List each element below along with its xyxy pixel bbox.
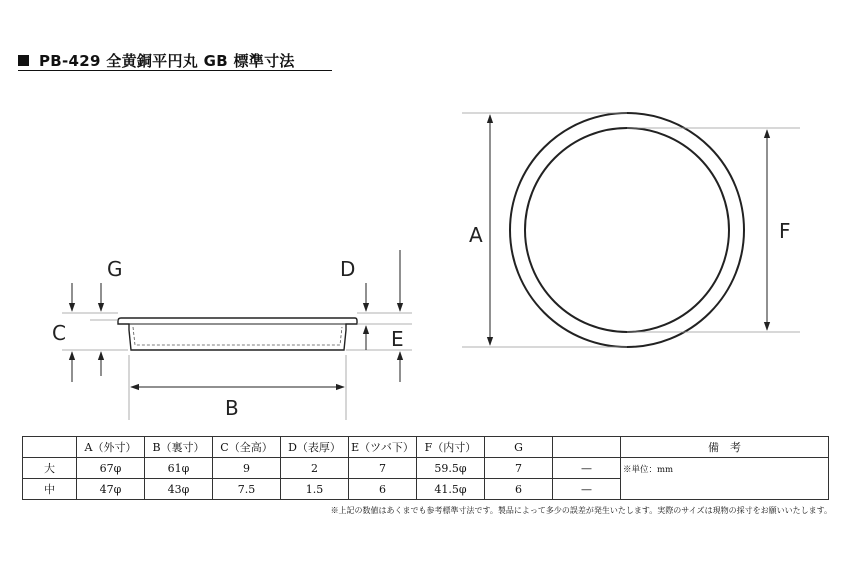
cell-c: 9 [213, 458, 281, 479]
remarks-note: ※単位：mm [621, 458, 829, 500]
header-cell: F（内寸） [417, 437, 485, 458]
header-cell: B（裏寸） [145, 437, 213, 458]
inner-ring [525, 128, 729, 332]
header-cell: D（表厚） [281, 437, 349, 458]
cell-f: 41.5φ [417, 479, 485, 500]
cell-a: 47φ [77, 479, 145, 500]
header-cell: G [485, 437, 553, 458]
top-view-extension-lines [462, 113, 800, 347]
cell-d: 2 [281, 458, 349, 479]
label-g: G [107, 257, 123, 281]
cell-d: 1.5 [281, 479, 349, 500]
row-label: 大 [23, 458, 77, 479]
top-view [510, 113, 744, 347]
cell-g: 6 [485, 479, 553, 500]
header-cell [23, 437, 77, 458]
plate-inner-dashed [133, 327, 342, 345]
label-f: F [779, 219, 791, 243]
spec-table [22, 436, 829, 500]
cell-b: 61φ [145, 458, 213, 479]
cell-extra: — [553, 479, 621, 500]
cell-extra: — [553, 458, 621, 479]
label-c: C [52, 321, 66, 345]
header-cell-remarks: 備 考 [621, 437, 829, 458]
label-a: A [469, 223, 483, 247]
label-e: E [391, 327, 404, 351]
outer-ring [510, 113, 744, 347]
header-cell: C（全高） [213, 437, 281, 458]
cell-e: 6 [349, 479, 417, 500]
cell-f: 59.5φ [417, 458, 485, 479]
label-d: D [340, 257, 356, 281]
table-row [23, 458, 829, 479]
cell-c: 7.5 [213, 479, 281, 500]
cell-b: 43φ [145, 479, 213, 500]
side-view [118, 318, 357, 350]
page-title-text: PB-429 全黄銅平円丸 GB 標準寸法 [39, 52, 295, 70]
header-cell: E（ツバ下） [349, 437, 417, 458]
label-b: B [225, 396, 239, 420]
table-header-row [23, 437, 829, 458]
cell-a: 67φ [77, 458, 145, 479]
cell-g: 7 [485, 458, 553, 479]
cell-e: 7 [349, 458, 417, 479]
footnote: ※上記の数値はあくまでも参考標準寸法です。製品によって多少の誤差が発生いたします。実際のサイズは現物の採寸をお願いいたします。 [330, 506, 832, 515]
row-label: 中 [23, 479, 77, 500]
header-cell [553, 437, 621, 458]
header-cell: A（外寸） [77, 437, 145, 458]
